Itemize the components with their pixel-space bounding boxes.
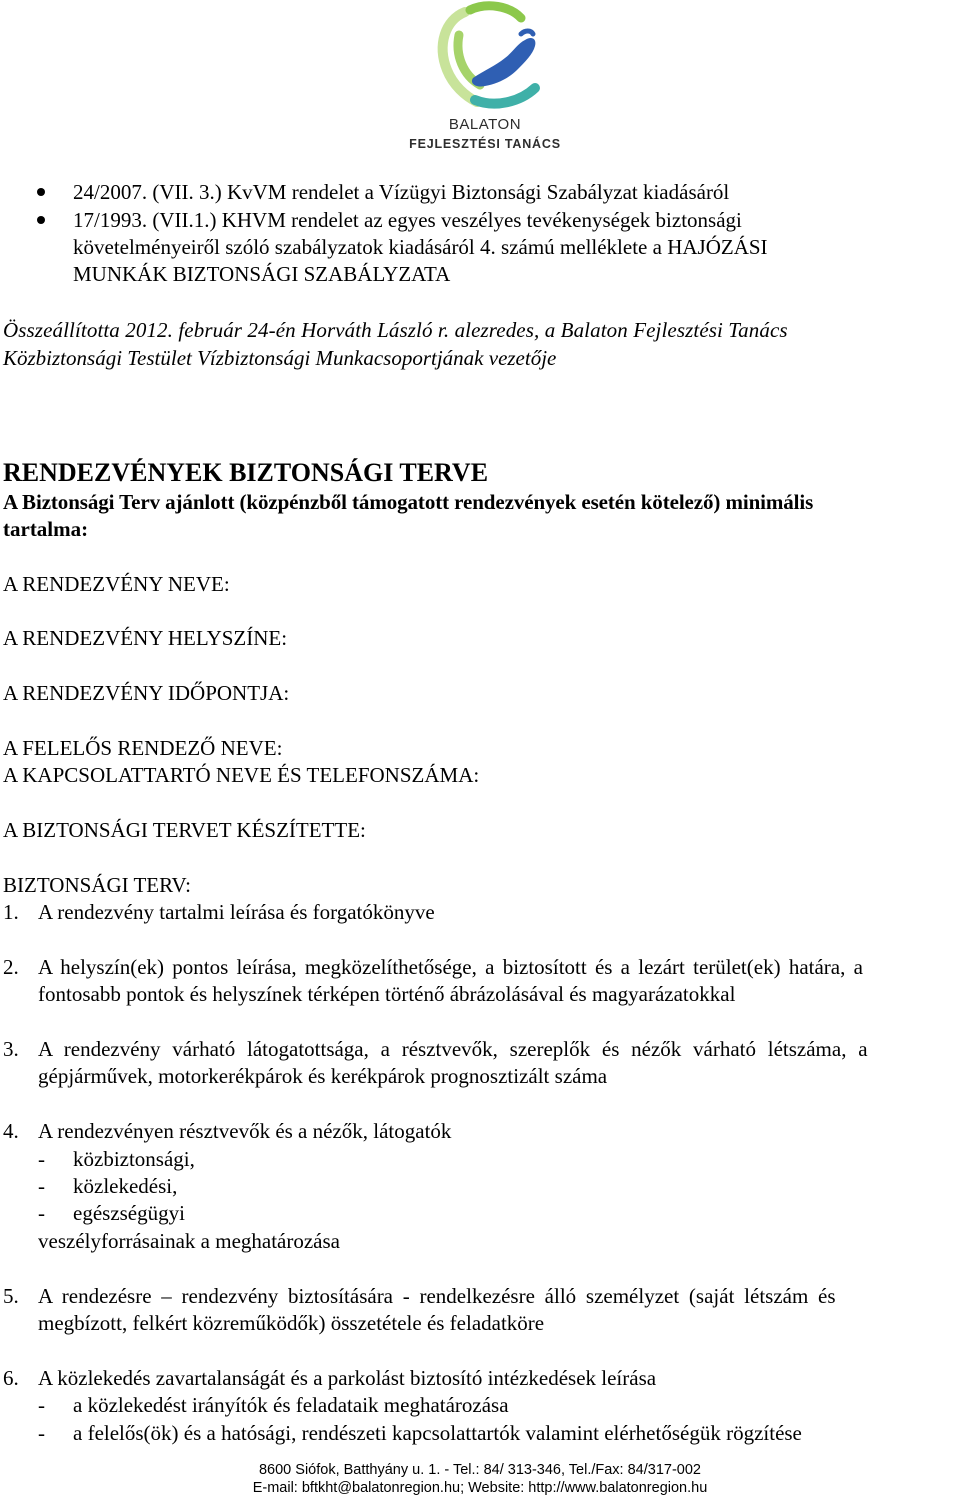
item-text: fontosabb pontok és helyszínek térképen történő ábrázolásával és magyarázatokkal xyxy=(38,982,736,1006)
item-number: 1. xyxy=(3,900,19,924)
logo-text-fejlesztesi-tanacs: FEJLESZTÉSI TANÁCS xyxy=(409,137,561,151)
bullet-text: MUNKÁK BIZTONSÁGI SZABÁLYZATA xyxy=(73,262,451,286)
bullet-text: követelményeiről szóló szabályzatok kiadásáról 4. számú melléklete a HAJÓZÁSI xyxy=(73,235,768,259)
sub-item-text: közlekedési, xyxy=(73,1174,178,1198)
item-text: A rendezvény várható látogatottsága, a résztvevők, szereplők és nézők várható létszáma, a xyxy=(38,1037,868,1061)
bullet-dot xyxy=(37,216,45,224)
subtitle-text: A Biztonsági Terv ajánlott (közpénzből támogatott rendezvények esetén kötelező) minimális xyxy=(3,490,814,514)
item-number: 4. xyxy=(3,1119,19,1143)
sub-item-text: a felelős(ök) és a hatósági, rendészeti kapcsolattartók valamint elérhetőségük rögzítése xyxy=(73,1421,802,1445)
compiled-by-text: Összeállította 2012. február 24-én Horváth László r. alezredes, a Balaton Fejlesztési Tanács xyxy=(3,318,788,342)
bullet-text: 24/2007. (VII. 3.) KvVM rendelet a Vízügyi Biztonsági Szabályzat kiadásáról xyxy=(73,180,730,204)
bullet-text: 17/1993. (VII.1.) KHVM rendelet az egyes veszélyes tevékenységek biztonsági xyxy=(73,208,742,232)
sub-item-text: egészségügyi xyxy=(73,1201,185,1225)
sub-item-text: a közlekedést irányítók és feladataik meghatározása xyxy=(73,1393,509,1417)
item-text: gépjárművek, motorkerékpárok és kerékpárok prognosztizált száma xyxy=(38,1064,608,1088)
dash: - xyxy=(38,1174,45,1198)
footer-contact: E-mail: bftkht@balatonregion.hu; Website: http://www.balatonregion.hu xyxy=(252,1480,708,1496)
bullet-dot xyxy=(37,188,45,196)
item-text: veszélyforrásainak a meghatározása xyxy=(38,1229,340,1253)
footer-address: 8600 Siófok, Batthyány u. 1. - Tel.: 84/ 313-346, Tel./Fax: 84/317-002 xyxy=(258,1462,701,1478)
dash: - xyxy=(38,1147,45,1171)
field-event-time: A RENDEZVÉNY IDŐPONTJA: xyxy=(3,681,290,705)
item-number: 2. xyxy=(3,955,19,979)
item-number: 3. xyxy=(3,1037,19,1061)
field-author: A BIZTONSÁGI TERVET KÉSZÍTETTE: xyxy=(3,818,366,842)
field-plan: BIZTONSÁGI TERV: xyxy=(3,873,191,897)
field-event-place: A RENDEZVÉNY HELYSZÍNE: xyxy=(3,626,288,650)
balaton-logo xyxy=(405,0,565,160)
logo-text-balaton: BALATON xyxy=(448,116,522,133)
item-text: megbízott, felkért közreműködők) összetétele és feladatköre xyxy=(38,1311,545,1335)
dash: - xyxy=(38,1201,45,1225)
field-organizer: A FELELŐS RENDEZŐ NEVE: xyxy=(3,736,283,760)
field-event-name: A RENDEZVÉNY NEVE: xyxy=(3,572,230,596)
item-text: A helyszín(ek) pontos leírása, megközelíthetősége, a biztosított és a lezárt terület(ek) határa, a xyxy=(38,955,863,979)
page-title: RENDEZVÉNYEK BIZTONSÁGI TERVE xyxy=(3,458,489,487)
item-number: 6. xyxy=(3,1366,19,1390)
item-text: A közlekedés zavartalanságát és a parkolást biztosító intézkedések leírása xyxy=(38,1366,657,1390)
subtitle-text: tartalma: xyxy=(3,517,89,541)
item-number: 5. xyxy=(3,1284,19,1308)
item-text: A rendezvény tartalmi leírása és forgatókönyve xyxy=(38,900,435,924)
compiled-by-text: Közbiztonsági Testület Vízbiztonsági Munkacsoportjának vezetője xyxy=(3,346,557,370)
field-contact: A KAPCSOLATTARTÓ NEVE ÉS TELEFONSZÁMA: xyxy=(3,763,480,787)
item-text: A rendezvényen résztvevők és a nézők, látogatók xyxy=(38,1119,452,1143)
item-text: A rendezésre – rendezvény biztosítására - rendelkezésre álló személyzet (saját létszám és xyxy=(38,1284,836,1308)
dash: - xyxy=(38,1421,45,1445)
dash: - xyxy=(38,1393,45,1417)
sub-item-text: közbiztonsági, xyxy=(73,1147,195,1171)
balaton-lake-logo-icon xyxy=(425,0,545,115)
